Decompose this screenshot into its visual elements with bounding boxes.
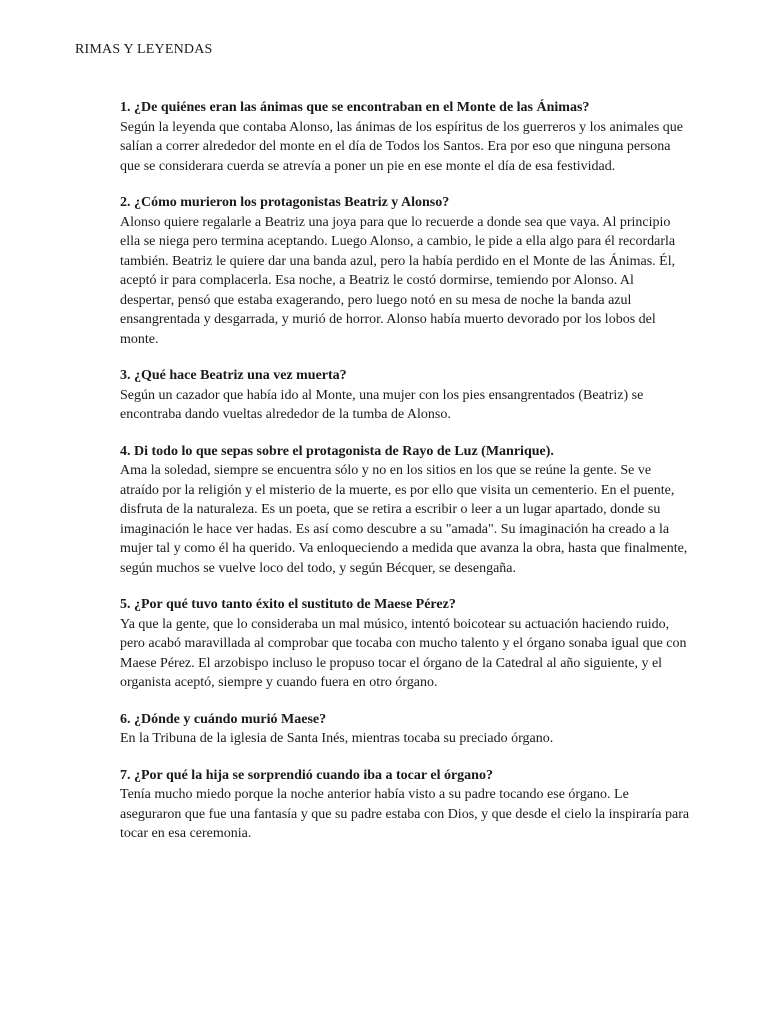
question-7: 7. ¿Por qué la hija se sorprendió cuando iba a tocar el órgano? bbox=[120, 767, 493, 783]
question-1: 1. ¿De quiénes eran las ánimas que se encontraban en el Monte de las Ánimas? bbox=[120, 100, 590, 115]
qa-item-6 bbox=[120, 710, 690, 749]
qa-item-7 bbox=[120, 766, 690, 844]
answer-2: Alonso quiere regalarle a Beatriz una joya para que lo recuerde a donde sea que vaya. Al principio ella se niega pero termina aceptando. Luego Alonso, a cambio, le pide a ella algo para él recordarla también. Beatriz le quiere dar una banda azul, pero la había perdido en el Monte de las Ánimas. Él, aceptó ir para complacerla. Esa noche, a Beatriz le costó dormirse, temiendo por Alonso. Al despertar, pensó que estaba exagerando, pero luego notó en su mesa de noche la banda azul ensangrentada y desgarrada, y murió de horror. Alonso había muerto devorado por los lobos del monte. bbox=[120, 214, 676, 347]
question-6: 6. ¿Dónde y cuándo murió Maese? bbox=[120, 711, 327, 727]
answer-3: Según un cazador que había ido al Monte, una mujer con los pies ensangrentados (Beatriz) se encontraba dando vueltas alrededor de la tumba de Alonso. bbox=[120, 387, 644, 422]
qa-item-2 bbox=[120, 193, 690, 349]
answer-5: Ya que la gente, que lo consideraba un mal músico, intentó boicotear su actuación haciendo ruido, pero acabó maravillada al comprobar que tocaba con mucho talento y el órgano sonaba igual que con Maese Pérez. El arzobispo incluso le propuso tocar el órgano de la Catedral al año siguiente, y el organista aceptó, siempre y cuando fuera en otro órgano. bbox=[120, 616, 687, 690]
qa-item-5 bbox=[120, 595, 690, 693]
qa-item-3 bbox=[120, 366, 690, 425]
answer-4: Ama la soledad, siempre se encuentra sólo y no en los sitios en los que se reúne la gente. Se ve atraído por la religión y el misterio de la muerte, es por ello que visita un cementerio. En el puente, disfruta de la naturaleza. Es un poeta, que se retira a escribir o leer a un lugar apartado, donde su imaginación le hace ver hadas. Es así como descubre a su "amada". Su imaginación ha creado a la mujer tal y como él ha querido. Va enloqueciendo a medida que avanza la obra, hasta que finalmente, según muchos se vuelve loco del todo, y según Bécquer, se desengaña. bbox=[120, 463, 688, 576]
question-3: 3. ¿Qué hace Beatriz una vez muerta? bbox=[120, 368, 347, 383]
question-4: 4. Di todo lo que sepas sobre el protagonista de Rayo de Luz (Manrique). bbox=[120, 443, 554, 459]
qa-item-4 bbox=[120, 442, 690, 579]
answer-6: En la Tribuna de la iglesia de Santa Inés, mientras tocaba su preciado órgano. bbox=[120, 731, 554, 746]
answer-7: Tenía mucho miedo porque la noche anterior había visto a su padre tocando ese órgano. Le aseguraron que fue una fantasía y que su padre estaba con Dios, y que desde el cielo la inspiraría para tocar en esa ceremonia. bbox=[120, 787, 690, 841]
question-2: 2. ¿Cómo murieron los protagonistas Beatriz y Alonso? bbox=[120, 195, 450, 210]
document-header: RIMAS Y LEYENDAS bbox=[75, 42, 213, 57]
question-answer-list bbox=[120, 98, 690, 861]
question-5: 5. ¿Por qué tuvo tanto éxito el sustituto de Maese Pérez? bbox=[120, 597, 456, 612]
answer-1: Según la leyenda que contaba Alonso, las ánimas de los espíritus de los guerreros y los animales que salían a correr alrededor del monte en el día de Todos los Santos. Era por eso que ninguna persona que se considerara cuerda se atrevía a poner un pie en ese monte el día de esa festividad. bbox=[120, 119, 683, 174]
qa-item-1 bbox=[120, 98, 690, 176]
